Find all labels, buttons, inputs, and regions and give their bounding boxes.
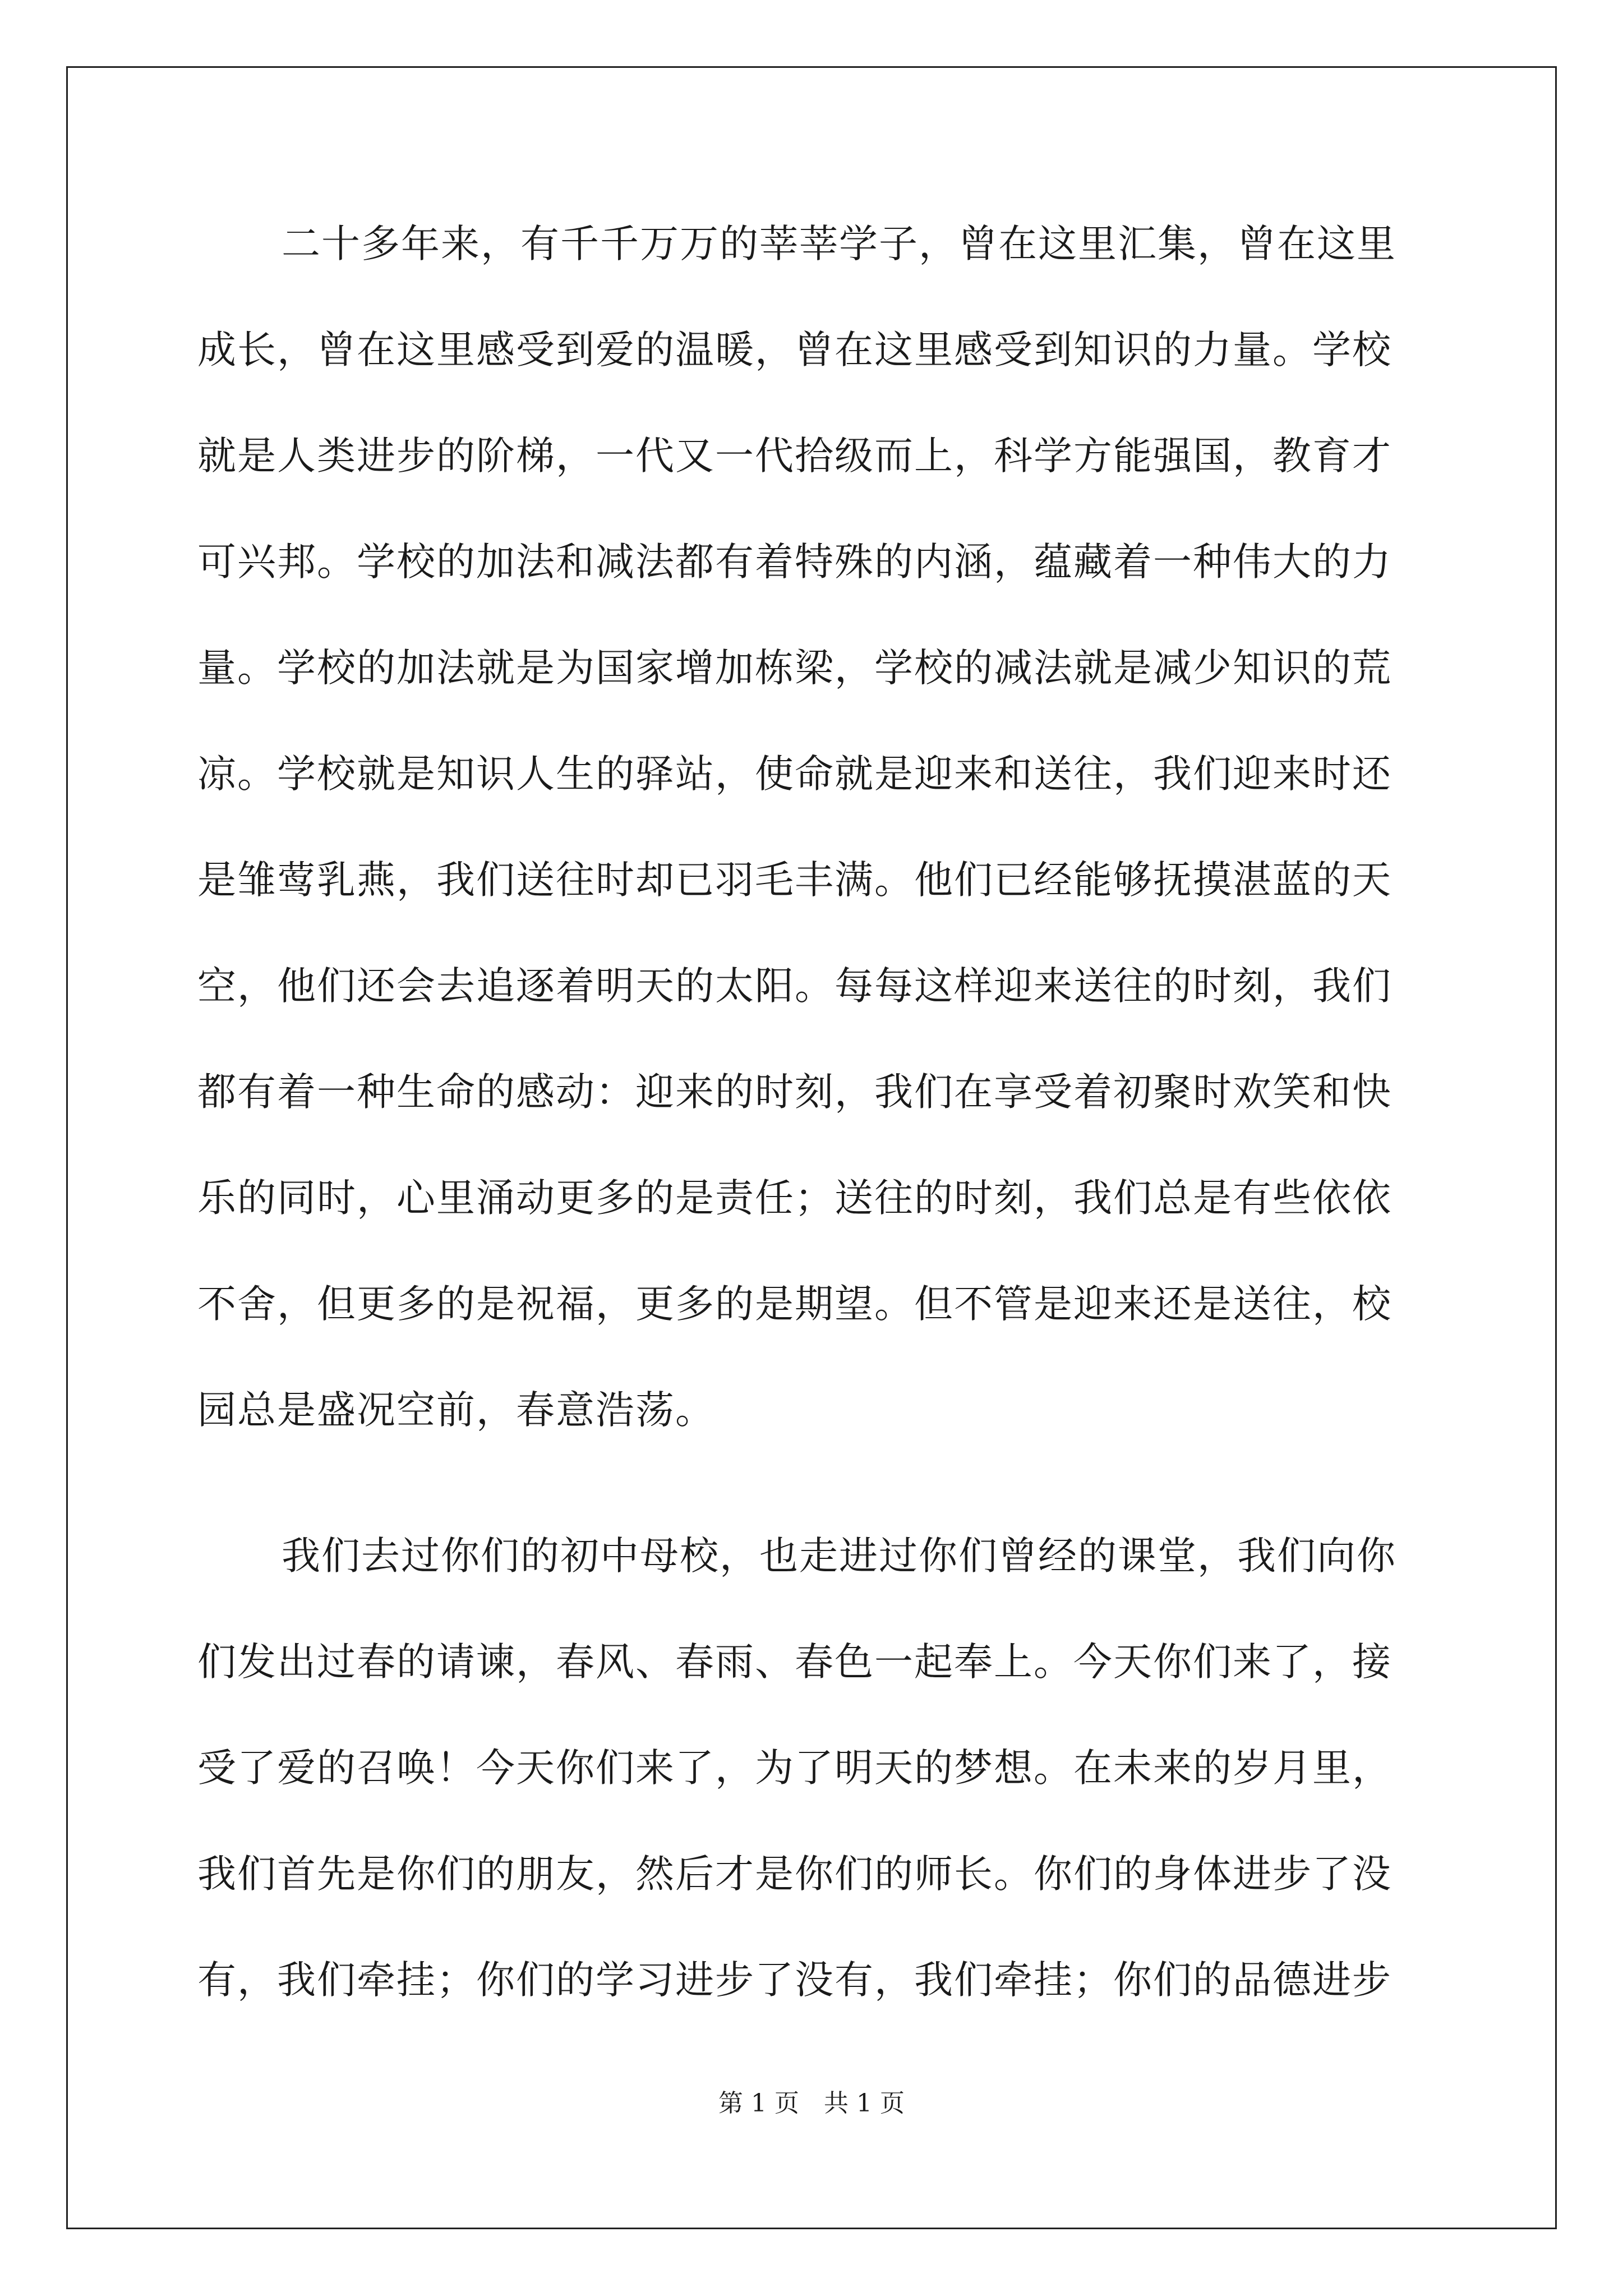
text-line: 量。学校的加法就是为国家增加栋梁，学校的减法就是减少知识的荒 (197, 646, 1392, 691)
text-line: 是雏莺乳燕，我们送往时却已羽毛丰满。他们已经能够抚摸湛蓝的天 (197, 858, 1392, 903)
text-line: 有，我们牵挂；你们的学习进步了没有，我们牵挂；你们的品德进步 (197, 1958, 1392, 2003)
text-line: 我们去过你们的初中母校，也走进过你们曾经的课堂，我们向你 (282, 1534, 1396, 1579)
text-line: 乐的同时，心里涌动更多的是责任；送往的时刻，我们总是有些依依 (197, 1176, 1392, 1221)
text-line: 二十多年来，有千千万万的莘莘学子，曾在这里汇集，曾在这里 (282, 222, 1396, 266)
paragraph-2 (197, 1528, 1431, 2058)
text-line: 都有着一种生命的感动：迎来的时刻，我们在享受着初聚时欢笑和快 (197, 1070, 1392, 1115)
page-number-footer: 第 1 页 共 1 页 (718, 2089, 905, 2118)
text-line: 不舍，但更多的是祝福，更多的是期望。但不管是迎来还是送往，校 (197, 1282, 1392, 1327)
document-body (197, 216, 1431, 2058)
text-line: 可兴邦。学校的加法和减法都有着特殊的内涵，蕴藏着一种伟大的力 (197, 540, 1392, 585)
text-line: 我们首先是你们的朋友，然后才是你们的师长。你们的身体进步了没 (197, 1852, 1392, 1897)
text-line: 空，他们还会去追逐着明天的太阳。每每这样迎来送往的时刻，我们 (197, 964, 1392, 1009)
text-line: 们发出过春的请谏，春风、春雨、春色一起奉上。今天你们来了，接 (197, 1640, 1392, 1685)
text-line: 凉。学校就是知识人生的驿站，使命就是迎来和送往，我们迎来时还 (197, 752, 1392, 797)
paragraph-1 (197, 216, 1431, 1528)
text-line: 成长，曾在这里感受到爱的温暖，曾在这里感受到知识的力量。学校 (197, 328, 1392, 372)
text-line: 受了爱的召唤！今天你们来了，为了明天的梦想。在未来的岁月里， (197, 1746, 1392, 1791)
text-line: 就是人类进步的阶梯，一代又一代拾级而上，科学方能强国，教育才 (197, 434, 1392, 478)
text-line: 园总是盛况空前，春意浩荡。 (197, 1388, 715, 1433)
